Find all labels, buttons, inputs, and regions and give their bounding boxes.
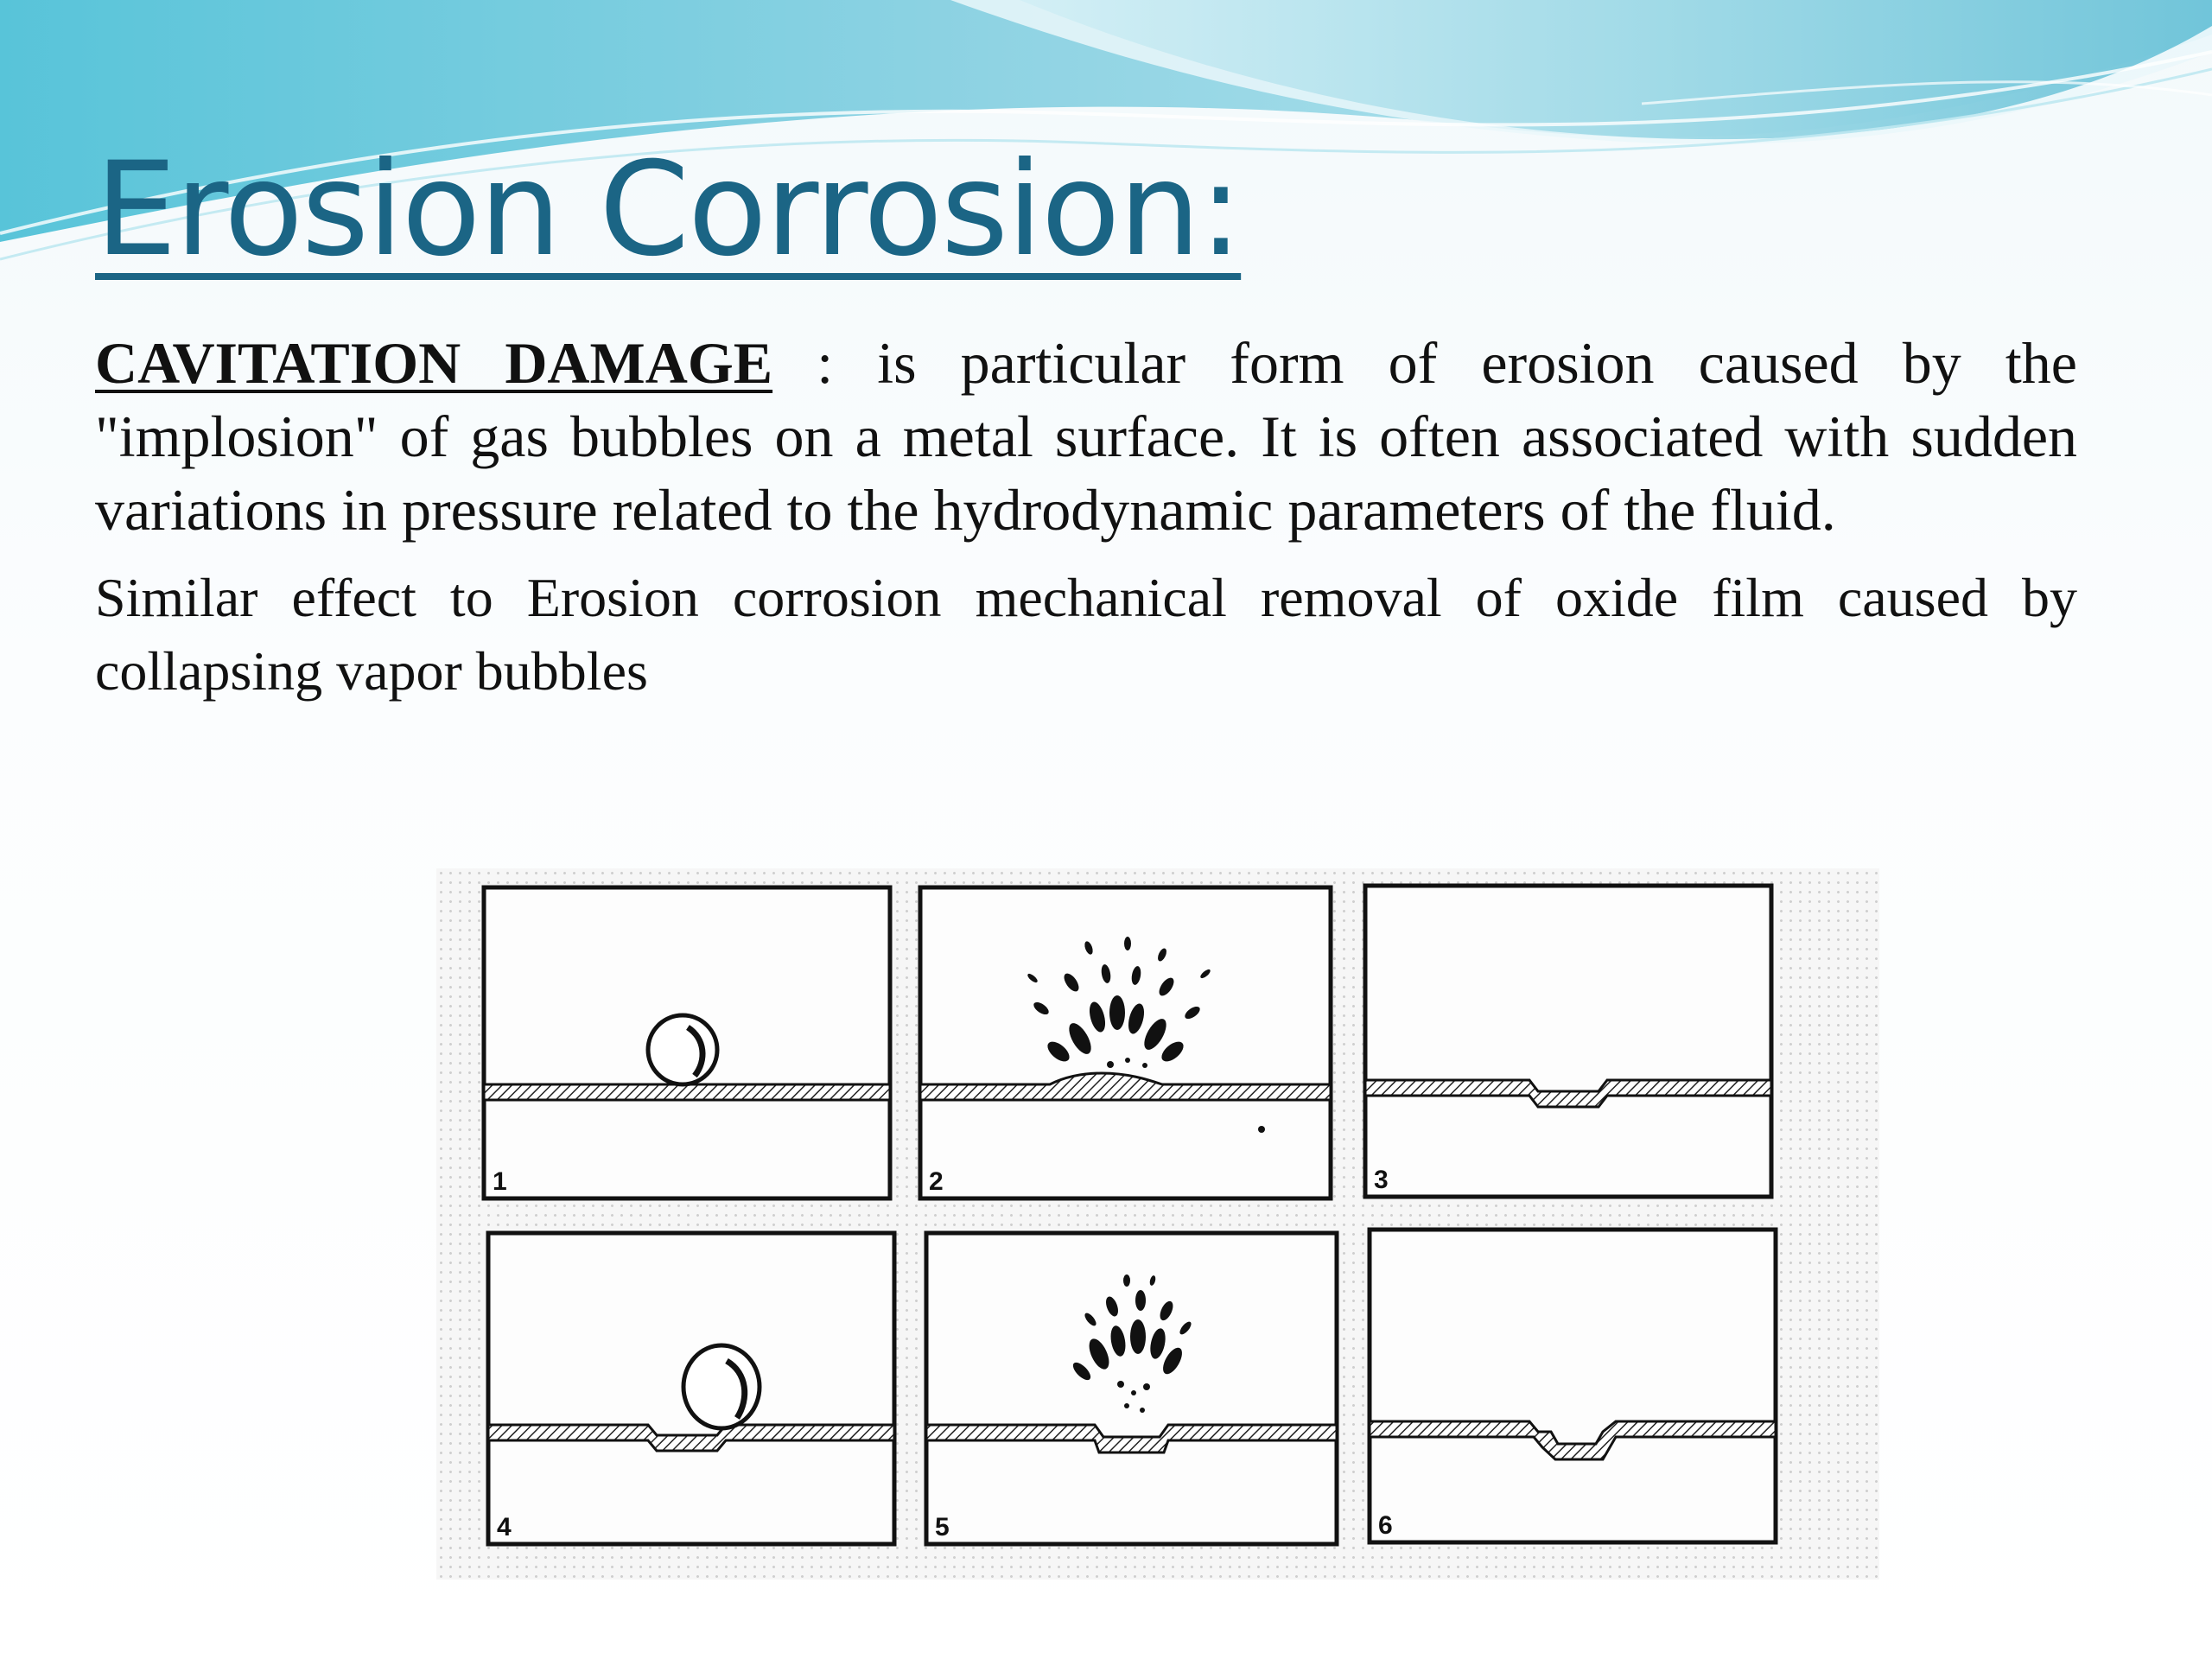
- cavitation-term: CAVITATION DAMAGE: [95, 330, 773, 396]
- stage-panel-5: [926, 1233, 1337, 1544]
- panel-number-4: 4: [497, 1513, 512, 1541]
- stage-panel-1: [484, 887, 890, 1198]
- cavitation-stages-figure: [436, 868, 1879, 1580]
- panel-number-3: 3: [1374, 1166, 1389, 1194]
- stage-panel-6: [1370, 1230, 1776, 1542]
- slide-title-text: Erosion Corrosion:: [95, 135, 1242, 285]
- panel-number-6: 6: [1378, 1511, 1393, 1540]
- panel-number-1: 1: [493, 1167, 507, 1196]
- slide-body: [95, 327, 2077, 708]
- cavitation-stages-diagram: [436, 868, 1879, 1580]
- metal-oxide-layer: [484, 1084, 890, 1100]
- cavitation-definition-text: : is particular form of erosion caused by the "implosion" of gas bubbles on a metal surface. It is often associated with sudden variations in pressure related to the hydrodynamic parameters of the fluid.: [95, 330, 2077, 543]
- similar-effect-paragraph: Similar effect to Erosion corrosion mechanical removal of oxide film caused by collapsing vapor bubbles: [95, 567, 2077, 702]
- vapor-bubble-icon: [648, 1015, 717, 1084]
- panel-number-2: 2: [929, 1167, 944, 1196]
- stage-panel-3: [1365, 886, 1771, 1197]
- stage-panel-2: [920, 887, 1331, 1198]
- stage-panel-4: [488, 1233, 894, 1544]
- cavitation-definition-paragraph: [95, 327, 2077, 547]
- panel-number-5: 5: [935, 1513, 950, 1541]
- slide-title: [95, 135, 1242, 285]
- vapor-bubble-icon: [683, 1345, 760, 1428]
